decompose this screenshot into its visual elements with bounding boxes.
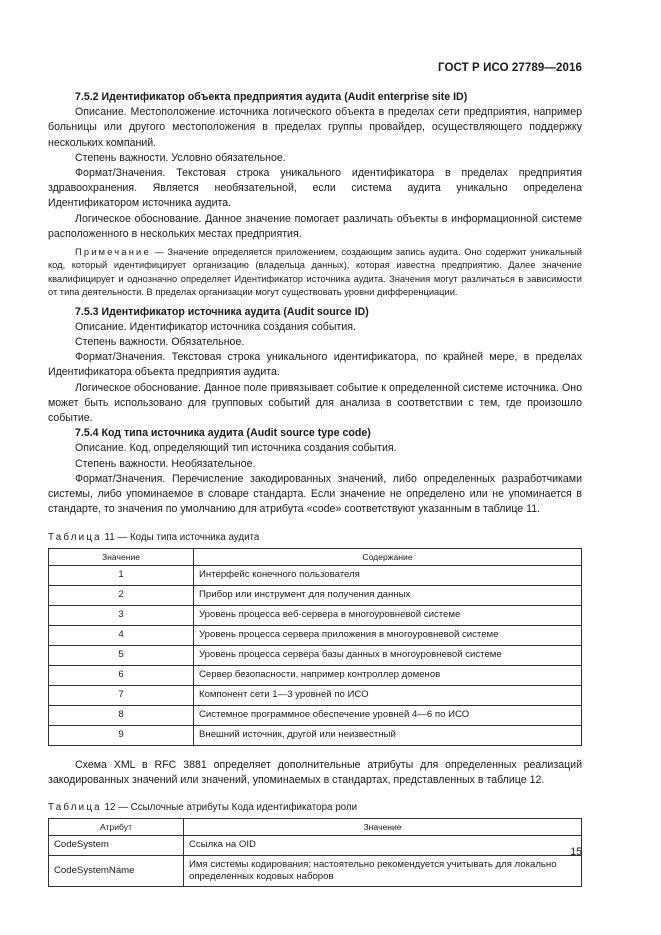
table-row: [49, 855, 582, 886]
section-7-5-2-rationale: Логическое обоснование. Данное значение помогает различать объекты в информационной системе расположенного в нескольких местах предприятия.: [48, 212, 582, 240]
table-12: [48, 818, 582, 887]
section-7-5-4-importance: Степень важности. Необязательное.: [75, 457, 256, 470]
table-row: [49, 585, 582, 605]
table-11-header-row: [49, 548, 582, 565]
section-7-5-2-description: Описание. Местоположение источника логического объекта в пределах сети предприятия, например больницы или другого местоположения в пределах группы провайдер, осуществляющего поддержку нескольких компаний.: [48, 106, 582, 149]
section-7-5-2-importance: Степень важности. Условно обязательное.: [75, 151, 286, 164]
table-row: [49, 665, 582, 685]
table-cell-content: Компонент сети 1—3 уровней по ИСО: [194, 685, 582, 705]
table-11-header-content: Содержание: [194, 548, 582, 565]
table-11-caption-label: Таблица: [48, 531, 102, 543]
table-row: [49, 645, 582, 665]
table-cell-content: Уровень процесса сервера базы данных в многоуровневой системе: [194, 645, 582, 665]
table-cell-content: Сервер безопасности, например контроллер доменов: [194, 665, 582, 685]
table-cell-code: 4: [49, 625, 194, 645]
table-row: [49, 725, 582, 745]
section-7-5-3-format: Формат/Значения. Текстовая строка уникального идентификатора, по крайней мере, в пределах Идентификатора объекта предприятия аудита.: [48, 351, 582, 379]
section-7-5-3-importance: Степень важности. Обязательное.: [75, 336, 245, 349]
note-label: Примечание: [75, 247, 151, 258]
section-7-5-4-format: Формат/Значения. Перечисление закодированных значений, либо определенных разработчиками системы, либо упоминаемое в словаре стандарта. Если значение не определено или не упоминается в стандарте, то значения по умолчанию для атрибута «code» соответствуют указанным в таблице 11.: [48, 472, 582, 516]
section-7-5-3-heading: 7.5.3 Идентификатор источника аудита (Audit source ID): [75, 305, 369, 318]
xml-schema-paragraph: Схема XML в RFC 3881 определяет дополнительные атрибуты для определенных реализаций закодированных значений или значений, упоминаемых в стандартах, представленных в таблице 12.: [48, 758, 582, 786]
table-12-header-value: Значение: [184, 818, 582, 835]
table-row: [49, 835, 582, 855]
note-text: — Значение определяется приложением, создающим запись аудита. Оно содержит уникальный код, который идентифицирует организацию (владельца данных), которая известна предприятию. Далее значение квалифицирует и однозначно определяет Идентификатор источника аудита. Значения могут различаться в зависимости от типа деятельности. В пределах организации могут существовать уровни дифференциации.: [48, 247, 582, 298]
table-11-header-value: Значение: [49, 548, 194, 565]
table-cell-code: 7: [49, 685, 194, 705]
table-cell-code: 2: [49, 585, 194, 605]
standard-designation: ГОСТ Р ИСО 27789—2016: [437, 62, 582, 74]
section-7-5-2-heading: 7.5.2 Идентификатор объекта предприятия аудита (Audit enterprise site ID): [75, 91, 468, 103]
table-row: [49, 685, 582, 705]
table-12-header-attribute: Атрибут: [49, 818, 184, 835]
table-cell-code: 3: [49, 605, 194, 625]
section-7-5-2-note: [48, 246, 582, 300]
page-number: 15: [570, 846, 582, 858]
table-12-caption-label: Таблица: [48, 801, 102, 813]
table-cell-code: 5: [49, 645, 194, 665]
table-row: [49, 605, 582, 625]
table-cell-value: Ссылка на OID: [184, 835, 582, 855]
table-12-caption: [48, 802, 582, 813]
table-11-caption-text: 11 — Коды типа источника аудита: [101, 531, 260, 543]
table-cell-content: Системное программное обеспечение уровней 4—6 по ИСО: [194, 705, 582, 725]
table-cell-code: 8: [49, 705, 194, 725]
table-cell-code: 9: [49, 725, 194, 745]
table-row: [49, 705, 582, 725]
table-cell-content: Интерфейс конечного пользователя: [194, 565, 582, 585]
page-content: [48, 90, 582, 887]
table-12-caption-text: 12 — Ссылочные атрибуты Кода идентификатора роли: [101, 801, 358, 813]
section-7-5-4-heading: 7.5.4 Код типа источника аудита (Audit source type code): [75, 427, 371, 440]
table-11: [48, 548, 582, 746]
table-row: [49, 565, 582, 585]
table-cell-value: Имя системы кодирования; настоятельно рекомендуется учитывать для локально определенных кодовых наборов: [184, 855, 582, 886]
section-7-5-2-format: Формат/Значения. Текстовая строка уникального идентификатора в пределах предприятия здравоохранения. Является необязательной, если система аудита уникально определена Идентификатором источника аудита.: [48, 167, 582, 210]
table-cell-attribute: CodeSystemName: [49, 855, 184, 886]
table-cell-content: Прибор или инструмент для получения данных: [194, 585, 582, 605]
table-cell-content: Уровень процесса сервера приложения в многоуровневой системе: [194, 625, 582, 645]
table-cell-content: Уровень процесса веб-сервера в многоуровневой системе: [194, 605, 582, 625]
table-11-caption: [48, 532, 582, 543]
section-7-5-3-description: Описание. Идентификатор источника создания события.: [75, 320, 356, 333]
table-12-header-row: [49, 818, 582, 835]
table-cell-content: Внешний источник, другой или неизвестный: [194, 725, 582, 745]
section-7-5-3-rationale: Логическое обоснование. Данное поле привязывает событие к определенной системе источника. Оно может быть использовано для групповых событий для анализа в соответствии с тем, где произошло событие.: [48, 381, 582, 425]
table-cell-code: 1: [49, 565, 194, 585]
table-cell-code: 6: [49, 665, 194, 685]
table-cell-attribute: CodeSystem: [49, 835, 184, 855]
table-row: [49, 625, 582, 645]
section-7-5-4-description: Описание. Код, определяющий тип источника создания события.: [75, 442, 397, 455]
